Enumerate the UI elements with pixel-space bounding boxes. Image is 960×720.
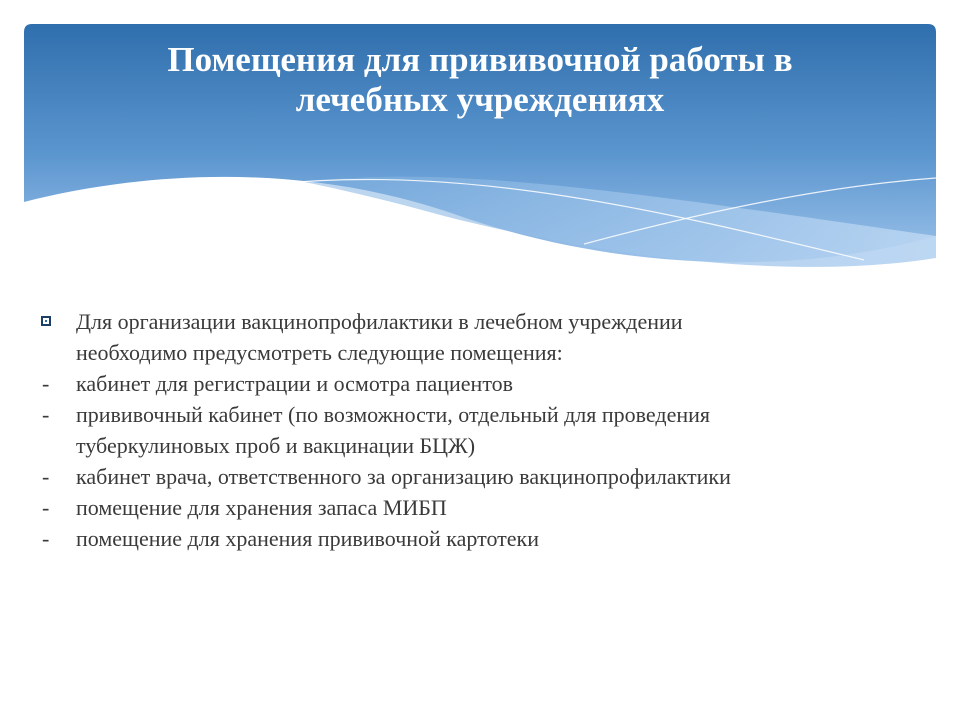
- dash-bullet: -: [42, 371, 50, 396]
- list-item-registration: [36, 368, 896, 399]
- list-item-text: туберкулиновых проб и вакцинации БЦЖ): [76, 433, 476, 458]
- list-item-text: кабинет врача, ответственного за организацию вакцинопрофилактики: [76, 464, 731, 489]
- list-item-doctor-office: [36, 461, 896, 492]
- intro-line-1: Для организации вакцинопрофилактики в лечебном учреждении: [76, 309, 683, 334]
- dash-bullet: -: [42, 495, 50, 520]
- intro-line-2: необходимо предусмотреть следующие помещения:: [76, 340, 563, 365]
- list-item-vaccination-room: [36, 399, 896, 461]
- list-item-text: помещение для хранения запаса МИБП: [76, 495, 447, 520]
- title-line-2: лечебных учреждениях: [295, 80, 665, 119]
- list-item-text: помещение для хранения прививочной картотеки: [76, 526, 540, 551]
- list-item-text: кабинет для регистрации и осмотра пациентов: [76, 371, 514, 396]
- dash-bullet: -: [42, 526, 50, 551]
- intro-paragraph: [36, 306, 896, 368]
- page-title: [24, 40, 936, 120]
- list-item-storage-mibp: [36, 492, 896, 523]
- dash-bullet: -: [42, 402, 50, 427]
- title-line-1: Помещения для прививочной работы в: [167, 40, 793, 79]
- content-list: [36, 306, 896, 554]
- dash-bullet: -: [42, 464, 50, 489]
- list-item-card-file: [36, 523, 896, 554]
- list-item-text: прививочный кабинет (по возможности, отдельный для проведения: [76, 402, 711, 427]
